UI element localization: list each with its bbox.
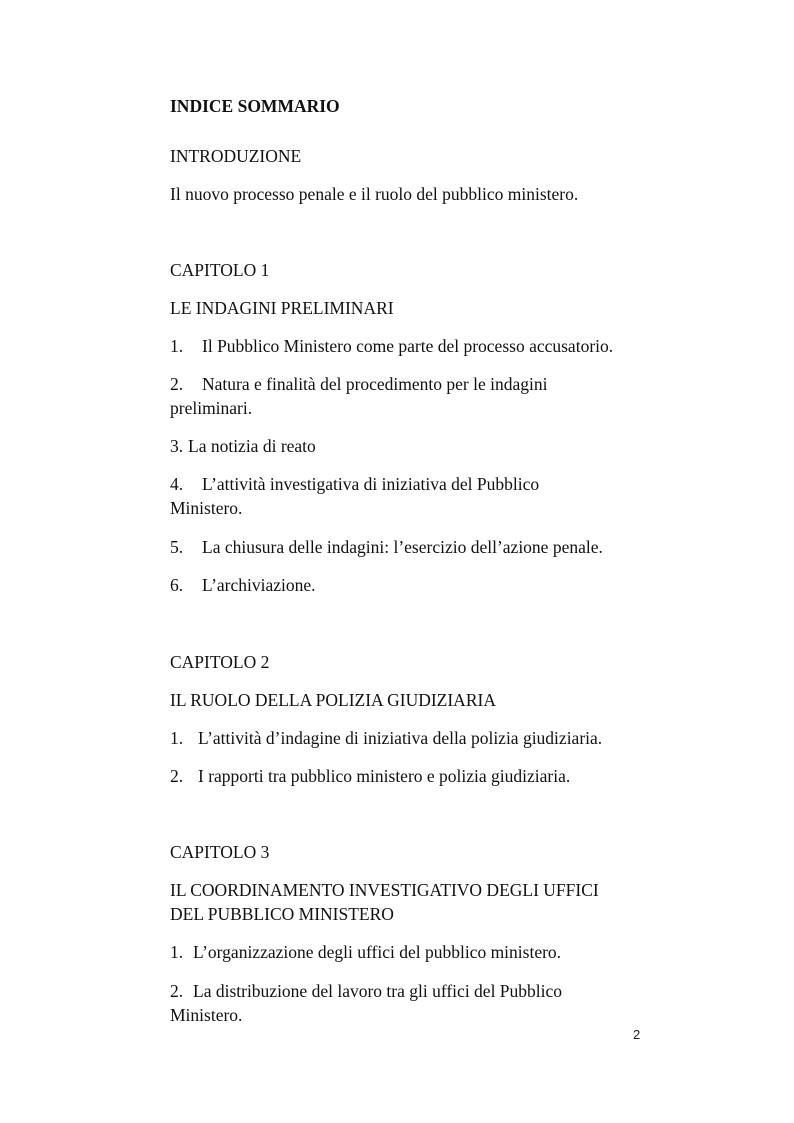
chapter-3-item-2 xyxy=(170,979,650,1003)
item-number: 1. xyxy=(170,728,184,748)
item-text: La distribuzione del lavoro tra gli uffici del Pubblico xyxy=(193,981,563,1001)
item-number: 5. xyxy=(170,537,184,557)
chapter-1-item-6 xyxy=(170,573,650,597)
chapter-1-item-4 xyxy=(170,472,650,496)
item-text: L’attività investigativa di iniziativa del Pubblico xyxy=(202,474,540,494)
item-number: 1. xyxy=(170,336,184,356)
chapter-1-item-5 xyxy=(170,535,650,559)
item-number: 1. xyxy=(170,942,184,962)
item-number: 2. xyxy=(170,766,184,786)
chapter-1-label: CAPITOLO 1 xyxy=(170,260,270,280)
index-title: INDICE SOMMARIO xyxy=(170,96,340,116)
chapter-2-item-2 xyxy=(170,764,650,788)
item-number: 6. xyxy=(170,575,184,595)
item-text: Natura e finalità del procedimento per le indagini xyxy=(202,374,548,394)
chapter-1-item-2-continuation: preliminari. xyxy=(170,398,253,418)
chapter-3-label: CAPITOLO 3 xyxy=(170,842,270,862)
item-text: La chiusura delle indagini: l’esercizio dell’azione penale. xyxy=(202,537,603,557)
page-number: 2 xyxy=(633,1027,641,1042)
chapter-2-label: CAPITOLO 2 xyxy=(170,652,270,672)
chapter-3-title-line-1: IL COORDINAMENTO INVESTIGATIVO DEGLI UFFICI xyxy=(170,880,599,900)
item-text: L’archiviazione. xyxy=(202,575,316,595)
introduction-text: Il nuovo processo penale e il ruolo del pubblico ministero. xyxy=(170,184,579,204)
chapter-1-item-3 xyxy=(170,434,650,458)
item-text: I rapporti tra pubblico ministero e polizia giudiziaria. xyxy=(198,766,571,786)
chapter-1-item-1 xyxy=(170,334,650,358)
item-number: 2. xyxy=(170,374,184,394)
chapter-3-item-1 xyxy=(170,940,650,964)
introduction-heading: INTRODUZIONE xyxy=(170,146,302,166)
chapter-1-item-2 xyxy=(170,372,650,396)
item-text: L’organizzazione degli uffici del pubblico ministero. xyxy=(193,942,562,962)
chapter-1-title: LE INDAGINI PRELIMINARI xyxy=(170,298,394,318)
item-number: 3. xyxy=(170,436,184,456)
item-number: 2. xyxy=(170,981,184,1001)
chapter-3-title-line-2: DEL PUBBLICO MINISTERO xyxy=(170,904,394,924)
chapter-3-item-2-continuation: Ministero. xyxy=(170,1005,243,1025)
item-text: L’attività d’indagine di iniziativa della polizia giudiziaria. xyxy=(198,728,603,748)
item-number: 4. xyxy=(170,474,184,494)
item-text: La notizia di reato xyxy=(188,436,316,456)
chapter-2-item-1 xyxy=(170,726,650,750)
chapter-1-item-4-continuation: Ministero. xyxy=(170,498,243,518)
chapter-2-title: IL RUOLO DELLA POLIZIA GIUDIZIARIA xyxy=(170,690,496,710)
item-text: Il Pubblico Ministero come parte del processo accusatorio. xyxy=(202,336,614,356)
